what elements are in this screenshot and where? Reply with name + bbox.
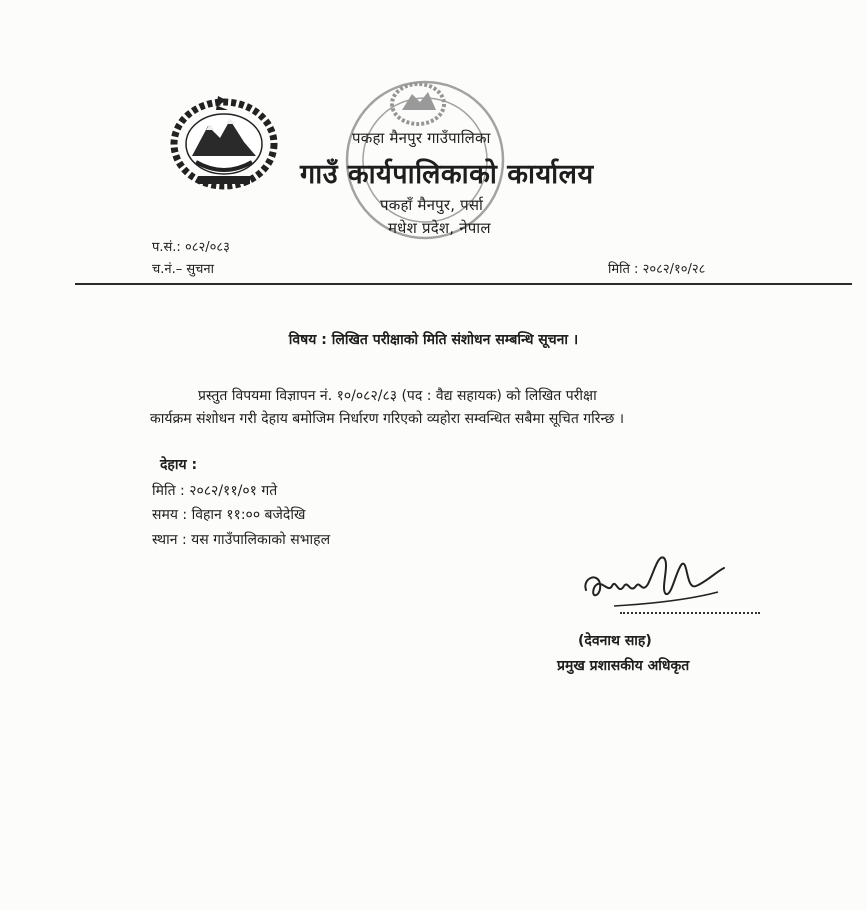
letter-date: मिति : २०८२/१०/२८ [608,262,706,277]
dispatch-number: च.नं.– सुचना [152,262,214,277]
address-line-2: मधेश प्रदेश, नेपाल [388,219,491,237]
body-line-2: कार्यक्रम संशोधन गरी देहाय बमोजिम निर्धारण गरिएको व्यहोरा सम्वन्धित सबैमा सूचित गरिन्छ । [150,411,625,427]
signature-line [620,612,760,614]
exam-time: समय : विहान ११:०० बजेदेखि [152,507,306,523]
office-title: गाउँ कार्यपालिकाको कार्यालय [300,159,594,190]
body-line-1: प्रस्तुत विपयमा विज्ञापन नं. १०/०८२/८३ (पद : वैद्य सहायक) को लिखित परीक्षा [198,388,597,404]
subject-line: विषय : लिखित परीक्षाको मिति संशोधन सम्बन्धि सूचना । [288,332,579,348]
header-divider [75,283,852,285]
nepal-emblem-icon [168,92,280,192]
details-heading: देहाय : [160,457,198,473]
exam-date: मिति : २०८२/११/०१ गते [152,483,278,499]
address-line-1: पकहाँ मैनपुर, पर्सा [380,196,484,214]
exam-venue: स्थान : यस गाउँपालिकाको सभाहल [152,532,331,548]
municipality-name: पकहा मैनपुर गाउँपालिका [352,129,491,147]
letter-number: प.सं.: ०८२/०८३ [152,240,230,255]
signatory-title: प्रमुख प्रशासकीय अधिकृत [557,658,690,674]
signatory-name: (देवनाथ साह) [578,633,652,649]
